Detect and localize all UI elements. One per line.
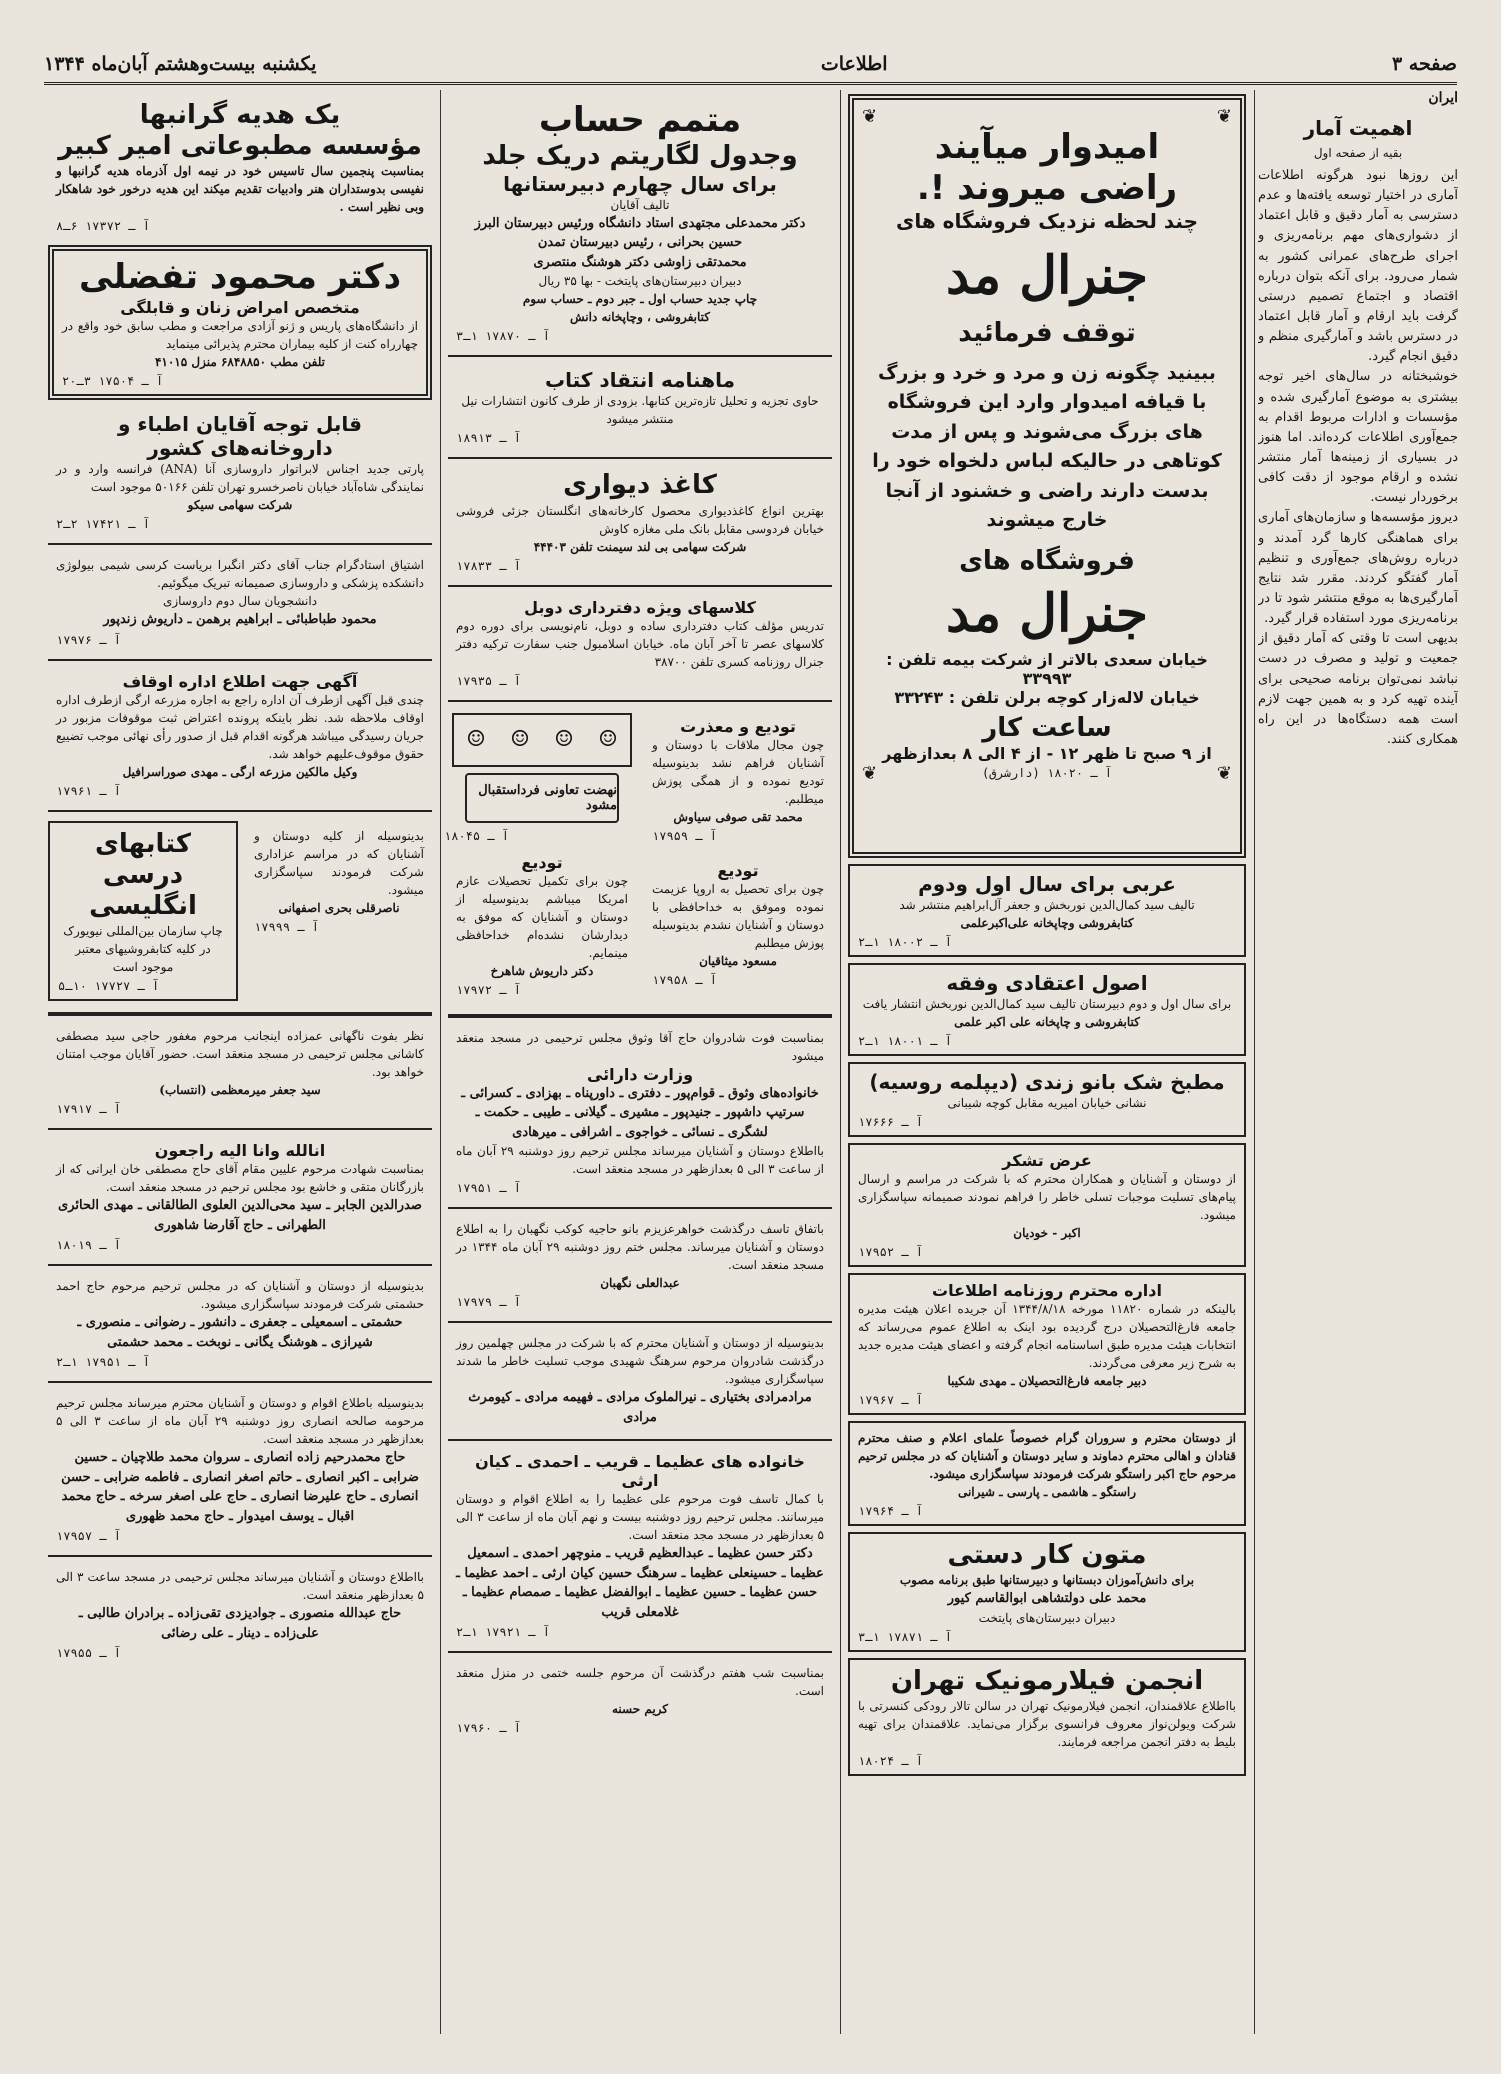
column-four bbox=[44, 90, 436, 2034]
ornament-icon: ❦ bbox=[862, 763, 878, 785]
gm-brand: جنرال مد bbox=[945, 244, 1148, 306]
cooperative-stamp: نهضت تعاونی فرداستقبال مشود bbox=[465, 773, 619, 823]
notice-title: تودیع bbox=[521, 852, 563, 872]
notice-sign: ناصرقلی بحری اصفهانی bbox=[278, 900, 400, 915]
divider bbox=[448, 585, 832, 587]
ad-code: آ ـ ۱۷۹۳۵ bbox=[456, 673, 522, 688]
divider bbox=[48, 810, 432, 812]
ad-text: از دانشگاه‌های پاریس و ژنو آزادی مراجعت و مطب سابق خود واقع در چهارراه کنت از کلیه بیماران محترم پذیرائی مینماید bbox=[62, 319, 418, 352]
notice-text: از دوستان و آشنایان و همکاران محترم که با شرکت در مراسم و ارسال پیام‌های تسلیت موجبات تسلی خاطر را فراهم نمودند صمیمانه سپاسگزاری میشود. bbox=[858, 1172, 1236, 1222]
ad-pub-2: کتابفروشی ، وچاپخانه دانش bbox=[570, 310, 710, 325]
mansouri-notice bbox=[48, 1562, 432, 1666]
person-icon: ☺ bbox=[510, 727, 530, 753]
notice-text: بالینکه در شماره ۱۱۸۲۰ مورخه ۱۳۴۴/۸/۱۸ آن جریده اعلان هیئت مدیره جامعه فارغ‌التحصیلان درج گردیده بود اینک به اطلاع عموم می‌رساند که انتخابات هیئت مدیره طبق اساسنامه انجام گرفته و اعضای هیئت مدیره جدید به شرح زیر معرفی می‌گردند. bbox=[858, 1302, 1236, 1370]
thanks-notice bbox=[848, 1143, 1246, 1267]
ad-phone: تلفن مطب ۶۸۴۸۸۵۰ منزل ۴۱۰۱۵ bbox=[154, 355, 326, 370]
ad-title: مطبخ شک بانو زندی (دیپلمه روسیه) bbox=[869, 1070, 1225, 1094]
ad-code: آ ـ ۱۷۹۵۷ bbox=[56, 1529, 122, 1544]
notice-sign: راستگو ـ هاشمی ـ پارسی ـ شیرانی bbox=[957, 1485, 1137, 1499]
article-paragraph: دیروز مؤسسه‌ها و سازمان‌های آماری برای هماهنگی کارها گرد آمدند و درباره روش‌های جمع‌آوری و تنظیم آمار گفتگو کردند. مقرر شد نتایج آمارگیری‌ها به موقع منتشر شود تا در برنامه‌ریزی مورد استفاده قرار گیرد. bbox=[1258, 510, 1458, 627]
ad-code: آ ـ ۱۸۹۱۳ bbox=[456, 431, 522, 446]
notice-title: تودیع و معذرت bbox=[680, 716, 796, 736]
gm-address-2: خیابان لاله‌زار کوچه برلن تلفن : ۳۳۲۴۳ bbox=[894, 687, 1200, 707]
notice-text: بدینوسیله از دوستان و آشنایان محترم که با شرکت در مجلس چهلمین روز درگذشت شادروان مرحوم سرهنگ شهیدی موجب تسلیت خاطر ما شدند سپاسگزاری میشود. bbox=[456, 1336, 824, 1387]
ad-title: دکتر محمود تفضلی bbox=[78, 257, 402, 298]
ad-code: آ ـ ۱۷۹۵۹ bbox=[652, 828, 718, 843]
gm-hours: از ۹ صبح تا ظهر ۱۲ - از ۴ الی ۸ بعدازظهر bbox=[882, 744, 1212, 764]
karim-notice bbox=[448, 1658, 832, 1741]
gm-stores: فروشگاه های bbox=[959, 545, 1135, 576]
column-rule bbox=[1254, 90, 1255, 2034]
ad-text: بااطلاع علاقمندان، انجمن فیلارمونیک تهران در سالن تالار رودکی کنسرتی با شرکت ویولن‌نواز معروف فرانسوی برگزار می‌نماید. علاقمندان برای تهیه بلیط به دفتر انجمن مراجعه فرمایند. bbox=[858, 1698, 1236, 1749]
notice-sign: سید جعفر میرمعظمی (انتساب) bbox=[159, 1083, 321, 1098]
notice-text: بدینوسیله از دوستان و آشنایان که در مجلس ترحیم مرحوم حاج احمد حشمتی شرکت فرمودند سپاسگزاری میشود. bbox=[56, 1279, 424, 1312]
notice-text: چون برای تکمیل تحصیلات عازم امریکا میباشم بدینوسیله از دوستان و آشنایان که موفق به دیدارشان نشده‌ام خداحافظی مینمایم. bbox=[456, 873, 628, 960]
notice-title: آگهی جهت اطلاع اداره اوقاف bbox=[122, 671, 358, 691]
farewell-col bbox=[444, 707, 640, 1009]
ad-sub: چاپ سازمان بین‌المللی نیویورک bbox=[63, 924, 223, 939]
ad-text-2: دبیران دبیرستان‌های پایتخت bbox=[978, 1610, 1116, 1625]
mahname-ad bbox=[448, 362, 832, 451]
ad-code: آ ـ ۱۷۹۷۹ bbox=[456, 1295, 522, 1310]
gm-headline: امیدوار میآیند bbox=[934, 127, 1160, 167]
ad-code: آ ـ ۱۷۹۶۴ bbox=[858, 1504, 924, 1518]
ad-title: اصول اعتقادی وفقه bbox=[946, 971, 1148, 995]
divider bbox=[48, 1381, 432, 1383]
ad-title: متون کار دستی bbox=[947, 1540, 1147, 1570]
ad-title: متمم حساب bbox=[538, 100, 742, 140]
page-number: صفحه ۳ bbox=[1391, 53, 1457, 75]
ad-code: آ ـ ۱۷۹۱۷ bbox=[56, 1102, 122, 1117]
ad-pub: چاپ جدید حساب اول ـ جبر دوم ـ حساب سوم bbox=[522, 292, 758, 307]
notice-title: عرض تشکر bbox=[1002, 1151, 1092, 1170]
notice-text: نظر بفوت ناگهانی عمزاده اینجانب مرحوم مغفور حاجی سید مصطفی کاشانی مجلس ترحیمی در مسجد منعقد است. حضور آقایان موجب امتنان خواهد بود. bbox=[56, 1029, 424, 1080]
farewell-notice bbox=[448, 847, 636, 1003]
ad-text: بمناسبت پنجمین سال تاسیس خود در نیمه اول آذرماه هدیه گرانبها و نفیسی بدوستداران هنر وادبیات تقدیم میکند این هدیه درخور خود شاهکار وبی نظیر است . bbox=[56, 164, 424, 215]
ornament-icon: ❦ bbox=[1216, 763, 1232, 785]
ad-text: برای دانش‌آموزان دبستانها و دبیرستانها طبق برنامه مصوب bbox=[899, 1573, 1195, 1588]
ad-org: مؤسسه مطبوعاتی امیر کبیر bbox=[58, 131, 422, 162]
english-books-ad bbox=[48, 821, 238, 1002]
divider bbox=[48, 1264, 432, 1266]
notice-names: حاج محمدرحیم زاده انصاری ـ سروان محمد طلاچیان ـ حسین ضرابی ـ اکبر انصاری ـ حاتم اصغر انصاری ـ فاطمه ضرابی ـ حسن انصاری ـ حاج علیرضا انصاری ـ حاج علی اصغر سرخه ـ حاج محمد اقبال ـ یوسف امیدوار ـ حاج محمد ظهوری bbox=[61, 1450, 419, 1524]
ad-text: در کلیه کتابفروشیهای معتبر موجود است bbox=[75, 942, 211, 975]
divider bbox=[48, 543, 432, 545]
column-two bbox=[844, 90, 1250, 2034]
ad-code: آ ـ ۱۸۰۰۱ ۱ـ۲ bbox=[858, 1034, 952, 1048]
notice-names: مرادمرادی بختیاری ـ نیرالملوک مرادی ـ فهیمه مرادی ـ کیومرث مرادی bbox=[468, 1390, 812, 1425]
ansari-notice bbox=[48, 1388, 432, 1549]
osul-book-ad bbox=[848, 963, 1246, 1056]
ad-code: آ ـ ۱۷۹۷۶ bbox=[56, 632, 122, 647]
article-continued: بقیه از صفحه اول bbox=[1313, 146, 1403, 160]
doctor-tafazzoli-ad bbox=[48, 245, 432, 400]
notice-names: دکتر حسن عظیما ـ عبدالعظیم قریب ـ منوچهر احمدی ـ اسمعیل عظیما ـ حسینعلی عظیما ـ سرهنگ حسین کیان ارثی ـ احمد عظیما ـ حسن عظیما ـ حسین عظیما ـ ابوالفضل عظیما ـ صمصام عظیما ـ غلامعلی قریب bbox=[456, 1546, 824, 1620]
ad-title-3: برای سال چهارم دبیرستانها bbox=[503, 171, 777, 196]
ad-company: شرکت سهامی سیکو bbox=[187, 498, 293, 513]
ad-code: آ ـ ۱۸۰۴۵ bbox=[444, 828, 510, 843]
gm-body: ببینید چگونه زن و مرد و خرد و بزرگ با قیافه امیدوار وارد این فروشگاه های بزرگ می‌شوند و پس از مدت کوتاهی در حالیکه لباس دلخواه خود را بدست دارند راضی و خشنود از آنجا خارج میشوند bbox=[872, 361, 1222, 532]
wallpaper-ad bbox=[448, 464, 832, 578]
divider bbox=[448, 355, 832, 357]
notice-sign: کریم حسنه bbox=[611, 1702, 668, 1717]
column-three bbox=[444, 90, 836, 2034]
notice-sign: دانشجویان سال دوم داروسازی bbox=[162, 594, 318, 609]
ad-text: نشانی خیابان امیریه مقابل کوچه‌ شیبانی bbox=[947, 1096, 1147, 1110]
ad-authors: محمد علی دولتشاهی ابوالقاسم کیور bbox=[947, 1591, 1147, 1607]
ad-code: آ ـ ۱۷۴۲۱ ۲ـ۲ bbox=[56, 517, 150, 532]
ad-code: آ ـ ۱۷۸۳۳ bbox=[456, 558, 522, 573]
notice-text: بدینوسیله از کلیه دوستان و آشنایان که در مراسم عزاداری شرکت فرمودند سپاسگزاری میشود. bbox=[254, 828, 424, 897]
motamem-ad bbox=[448, 94, 832, 349]
arabic-book-ad bbox=[848, 864, 1246, 957]
idare-notice bbox=[848, 1273, 1246, 1415]
notice-title: انالله وانا الیه راجعون bbox=[154, 1141, 326, 1161]
notice-names: حشمتی ـ اسمعیلی ـ جعفری ـ دانشور ـ رضوانی ـ منصوری ـ شیرازی ـ هوشنگ یگانی ـ نوبخت ـ محمد حشمتی bbox=[77, 1315, 403, 1350]
elahi-notice bbox=[48, 1135, 432, 1258]
ornament-row bbox=[862, 763, 1232, 784]
ad-code: آ ـ ۱۷۹۵۲ bbox=[858, 1245, 924, 1259]
farewell-notice bbox=[644, 711, 832, 849]
person-icon: ☺ bbox=[554, 727, 574, 753]
notice-title: وزارت دارائی bbox=[586, 1064, 694, 1084]
congrats-notice bbox=[48, 550, 432, 653]
notice-sign: دکتر داریوش شاهرخ bbox=[490, 963, 594, 978]
divider bbox=[48, 1012, 432, 1016]
notice-names: محمود طباطبائی ـ ابراهیم برهمن ـ داریوش زندپور bbox=[103, 612, 377, 628]
person-icon: ☺ bbox=[466, 727, 486, 753]
issue-date: یکشنبه بیست‌وهشتم آبان‌ماه ۱۳۴۴ bbox=[44, 53, 317, 75]
oghaf-notice bbox=[48, 666, 432, 804]
gm-brand-2: جنرال مد bbox=[945, 582, 1148, 644]
notice-names: حاج عبدالله منصوری ـ جوادیزدی تقی‌زاده ـ برادران طالبی ـ علی‌زاده ـ دینار ـ علی رضائی bbox=[78, 1606, 402, 1641]
notice-title: تودیع bbox=[717, 860, 759, 880]
mostafa-notice bbox=[48, 1021, 432, 1122]
article-column bbox=[1258, 90, 1458, 2034]
ad-text: تدریس مؤلف کتاب دفترداری ساده و دوبل، نام‌نویسی برای دوره دوم کلاسهای عصر تا آخر آبان ماه. خیابان اسلامبول جنب سفارت ترکیه دفتر جنرال روزنامه کسری تلفن ۳۸۷۰۰ bbox=[456, 618, 824, 669]
notice-sign: وکیل مالکین مزرعه ارگی ـ مهدی صوراسرافیل bbox=[122, 764, 358, 779]
notice-sign: دبیر جامعه فارغ‌التحصیلان ـ مهدی شکیبا bbox=[947, 1374, 1147, 1388]
ministry-notice bbox=[448, 1023, 832, 1202]
column-rule bbox=[840, 90, 841, 2034]
divider bbox=[48, 1555, 432, 1557]
ad-code: آ ـ ۱۷۸۷۱ ۱ـ۳ bbox=[858, 1629, 952, 1644]
bakhtiari-notice bbox=[448, 1328, 832, 1433]
ad-code: آ ـ ۱۸۰۱۹ bbox=[56, 1238, 122, 1253]
split-row bbox=[44, 817, 436, 1008]
notice-text: باتفاق تاسف درگذشت خواهرعزیزم بانو حاجیه کوکب نگهبان را به اطلاع دوستان و آشنایان میرساند. مجلس ختم روز دوشنبه ۲۹ آبان ماه ۱۳۴۴ در مسجد منعقد است. bbox=[456, 1222, 824, 1273]
ad-code: آ ـ ۱۷۳۷۲ ۶ـ۸ bbox=[56, 219, 150, 234]
farewell-row bbox=[444, 707, 836, 1009]
ad-code: آ ـ ۱۷۹۹۹ bbox=[254, 919, 320, 934]
ad-publisher: کتابفروشی وچاپخانه علی‌اکبرعلمی bbox=[960, 916, 1134, 930]
notice-sign: محمد تقی صوفی سیاوش bbox=[673, 809, 803, 824]
divider bbox=[48, 659, 432, 661]
notice-families: خانواده‌های وثوق ـ قوام‌پور ـ دفتری ـ داورپناه ـ بهزادی ـ کسرائی ـ سرتیپ داشپور ـ جنیدپور ـ مشیری ـ گیلانی ـ طیبی ـ حکمت ـ لشگری ـ نسائی ـ خواجوی ـ اشرافی ـ میرهادی bbox=[461, 1085, 819, 1140]
ad-code: آ ـ ۱۷۸۷۰ ۱ـ۳ bbox=[456, 329, 550, 344]
farewell-notice bbox=[644, 855, 832, 993]
ornament-icon: ❦ bbox=[1216, 106, 1232, 127]
general-mode-ad bbox=[848, 94, 1246, 858]
notice-sign: مسعود میثاقیان bbox=[699, 953, 777, 968]
gm-headline-2: راضی میروند !. bbox=[916, 167, 1178, 208]
ad-title: کتابهای درسی انگلیسی bbox=[89, 828, 197, 922]
ad-title: یک هدیه گرانبها bbox=[139, 100, 341, 130]
notice-text: بااطلاع دوستان و آشنایان میرساند مجلس ترحیم روز دوشنبه ۲۹ آبان ماه از ساعت ۳ الی ۵ بعدازظهر در مسجد منعقد است. bbox=[456, 1144, 824, 1177]
ad-text: تالیف سید کمال‌الدین نوربخش و جعفر آل‌ابراهیم منتشر شد bbox=[899, 898, 1195, 912]
cooperative-illustration bbox=[452, 713, 632, 767]
divider bbox=[448, 700, 832, 702]
notice-names: صدرالدین الجابر ـ سید محی‌الدین العلوی الطالقانی ـ مهدی الحائری الطهرانی ـ حاج آقارضا شاهوری bbox=[58, 1198, 422, 1233]
notice-text: چندی قبل آگهی ازطرف آن اداره راجع به اجاره مزرعه ارگی ازطرف اداره اوقاف ملاحظه شد. نظر باینکه پرونده اعتراض ثبت موقوفات مزبور در جریان رسیدگی میباشد هرگونه اقدام قبل از صدور رأی نهائی موجب تضییع حقوق موقوف‌علیهم خواهد شد. bbox=[56, 692, 424, 761]
ad-title: کلاسهای ویژه دفترداری دوبل bbox=[524, 597, 756, 617]
ad-code: آ ـ ۱۷۹۷۲ bbox=[456, 982, 522, 997]
matbakh-ad bbox=[848, 1062, 1246, 1137]
ad-company: شرکت سهامی بی لند سیمنت تلفن ۴۴۴۰۳ bbox=[533, 539, 747, 554]
notice-text: چون برای تحصیل به اروپا عزیمت نموده وموفق به خداحافظی با دوستان و آشنایان نشدم بدینوسیله پوزش میطلبم bbox=[652, 881, 824, 950]
ad-title-2: وجدول لگاریتم دریک جلد bbox=[482, 140, 798, 171]
article-title: اهمیت آمار bbox=[1303, 116, 1413, 140]
notice-intro: بمناسبت فوت شادروان حاج آقا وثوق مجلس ترحیمی در مسجد منعقد میشود bbox=[456, 1030, 824, 1063]
amir-kabir-ad bbox=[48, 94, 432, 239]
pharmacy-ad bbox=[48, 406, 432, 537]
divider bbox=[448, 1014, 832, 1018]
article-paragraph: بدیهی است تا وقتی که آمار دقیق از جمعیت و تولید و مصرف در دست نباشد نمی‌توان برنامه صحیحی برای آینده تهیه کرد و به همین جهت لازم است همه دستگاه‌ها در این راه همکاری کنند. bbox=[1258, 631, 1458, 747]
ad-code: آ ـ ۱۷۹۶۱ bbox=[56, 783, 122, 798]
divider bbox=[448, 1439, 832, 1441]
ornament-row bbox=[862, 106, 1232, 127]
thanks-notice bbox=[246, 821, 432, 1002]
notice-text: اشتیاق استادگرام جناب آقای دکتر انگبرا بریاست کرسی شیمی بیولوژی دانشکده پزشکی و داروسازی صمیمانه تبریک میگوئیم. bbox=[56, 558, 424, 591]
ad-title: ماهنامه انتقاد کتاب bbox=[545, 368, 735, 393]
masthead bbox=[44, 46, 1457, 85]
gm-hours-label: ساعت کار bbox=[982, 712, 1112, 743]
ad-title: قابل توجه آقایان اطباء و داروخانه‌های کشور bbox=[118, 412, 362, 461]
ad-code: آ ـ ۱۷۹۵۵ bbox=[56, 1646, 122, 1661]
ad-title: کاغذ دیواری bbox=[563, 470, 717, 501]
notice-text: از دوستان محترم و سروران گرام خصوصاً علمای اعلام و صنف محترم قنادان و اهالی محترم دماوند و سایر دوستان و آشنایان که در مجلس ترحیم مرحوم حاج اکبر راستگو شرکت فرمودند سپاسگزاری میشود. bbox=[858, 1431, 1236, 1481]
ad-note: دبیران دبیرستان‌های پایتخت - بها ۳۵ ریال bbox=[538, 274, 742, 289]
notice-title: اداره محترم روزنامه اطلاعات bbox=[932, 1281, 1162, 1300]
ad-text: حاوی تجزیه و تحلیل تازه‌ترین کتابها. بزودی از طرف کانون انتشارات نیل منتشر میشود bbox=[461, 394, 819, 427]
newspaper-name: اطلاعات bbox=[820, 53, 888, 75]
ad-code: آ ـ ۱۷۹۲۱ ۱ـ۲ bbox=[456, 1625, 550, 1640]
ad-code: آ ـ ۱۷۷۲۷ ۱۰ـ۵ bbox=[58, 979, 160, 994]
divider bbox=[48, 1128, 432, 1130]
divider bbox=[448, 1207, 832, 1209]
farewell-col bbox=[640, 707, 836, 1009]
ad-spec: متخصص امراض زنان و قابلگی bbox=[120, 298, 360, 318]
ad-authors-label: تالیف آقایان bbox=[610, 197, 670, 212]
article-paragraph: خوشبختانه در سال‌های اخیر توجه بیشتری به موضوع آمارگیری شده و مؤسسات و ادارات مربوط اقدام به جمع‌آوری اطلاعات کرده‌اند. اما هنوز در بسیاری از زمینه‌ها آمار منتشر نشده و ارقام موجود از دقت کافی برخوردار نیست. bbox=[1258, 369, 1458, 506]
person-icon: ☺ bbox=[598, 727, 618, 753]
notice-text: چون مجال ملاقات با دوستان و آشنایان فراهم نشد بدینوسیله تودیع نموده و از همگی پوزش میطلبم. bbox=[652, 737, 824, 806]
ad-authors: دکتر محمدعلی مجتهدی استاد دانشگاه ورئیس دبیرستان البرز حسین بحرانی ، رئیس دبیرستان تمدن محمدتقی زاوشی دکتر هوشنگ منتصری bbox=[474, 215, 806, 270]
ad-publisher: کتابفروشی و چاپخانه علی اکبر علمی bbox=[954, 1015, 1140, 1029]
notice-title: خانواده های عظیما ـ قریب ـ احمدی ـ کیان ارثی bbox=[475, 1452, 805, 1491]
ad-code: آ ـ ۱۷۹۶۷ bbox=[858, 1393, 924, 1407]
column-rule bbox=[440, 90, 441, 2034]
condolence-notice bbox=[448, 1214, 832, 1315]
notice-text: بمناسبت شب هفتم درگذشت آن مرحوم جلسه ختمی در منزل منعقد است. bbox=[456, 1666, 824, 1699]
ad-code: آ ـ ۱۸۰۰۲ ۱ـ۲ bbox=[858, 935, 952, 949]
gm-stop: توقف فرمائید bbox=[958, 317, 1136, 348]
notice-sign: عبدالعلی نگهبان bbox=[600, 1276, 680, 1291]
heshmati-notice bbox=[48, 1271, 432, 1375]
gm-address-1: خیابان سعدی بالاتر از شرکت بیمه تلفن : ۳۳۹۹۳ bbox=[886, 649, 1208, 688]
ad-code: آ ـ ۱۸۰۲۴ bbox=[858, 1753, 924, 1768]
azima-notice bbox=[448, 1446, 832, 1645]
article-paragraph: این روزها نبود هرگونه اطلاعات آماری در اختیار توسعه یافته‌ها و عدم دسترسی به آمار دقیق و قابل اعتماد از دشواری‌های مهم برنامه‌ریزی و اجرای طرح‌های عمرانی کشور به شمار می‌رود. برای آنکه بتوان درباره اقتصاد و اجتماع تصمیم درستی گرفت باید ارقام و آمار قابل اعتماد در دسترس باشد و آمارگیری منظم و دقیق انجام گیرد. bbox=[1258, 168, 1458, 365]
notice-text: با کمال تاسف فوت مرحوم علی عظیما را به اطلاع اقوام و دوستان میرسانند. مجلس ترحیم روز دوشنبه بیست و نهم آبان ماه از ساعت ۳ الی ۵ بعدازظهر در مسجد مجد منعقد است. bbox=[456, 1492, 825, 1543]
section-label: ایران bbox=[1428, 90, 1458, 106]
notice-text: بدینوسیله باطلاع اقوام و دوستان و آشنایان محترم میرساند مجلس ترحیم مرحومه صالحه انصاری روز دوشنبه ۲۹ آبان ماه از ساعت ۳ الی ۵ بعدازظهر در مسجد منعقد است. bbox=[56, 1396, 424, 1447]
divider bbox=[448, 1321, 832, 1323]
philharmonic-ad bbox=[848, 1658, 1246, 1776]
notice-text: بااطلاع دوستان و آشنایان میرساند مجلس ترحیمی در مسجد ساعت ۳ الی ۵ بعدازظهر منعقد است. bbox=[56, 1570, 424, 1603]
gm-subline: چند لحظه نزدیک فروشگاه های bbox=[895, 208, 1198, 233]
ad-code: آ ـ ۱۷۹۶۰ bbox=[456, 1721, 522, 1736]
divider bbox=[448, 457, 832, 459]
ad-code: آ ـ ۱۷۹۵۱ bbox=[456, 1181, 522, 1196]
ad-code: آ ـ ۱۷۹۵۱ ۱ـ۲ bbox=[56, 1355, 150, 1370]
notice-sign: اکبر - خودیان bbox=[1013, 1226, 1081, 1240]
handicraft-book-ad bbox=[848, 1532, 1246, 1652]
divider bbox=[448, 1651, 832, 1653]
rastgoo-notice bbox=[848, 1421, 1246, 1526]
ad-text: بهترین انواع کاغذدیواری محصول کارخانه‌های انگلستان جزئی فروشی خیابان فردوسی مقابل بانک ملی مغازه کاوش bbox=[456, 503, 824, 536]
ad-text: برای سال اول و دوم دبیرستان تالیف سید کمال‌الدین نوربخش انتشار یافت bbox=[862, 997, 1232, 1011]
ad-code: آ ـ ۱۷۵۰۴ ۳ـ۲۰ bbox=[62, 374, 164, 389]
ad-code: آ ـ ۱۷۹۵۸ bbox=[652, 972, 718, 987]
ornament-icon: ❦ bbox=[862, 106, 878, 127]
ad-code: آ ـ ۱۷۶۶۶ bbox=[858, 1115, 924, 1129]
ad-title: انجمن فیلارمونیک تهران bbox=[890, 1665, 1204, 1696]
ad-title: عربی برای سال اول ودوم bbox=[918, 872, 1176, 896]
notice-text: بمناسبت شهادت مرحوم علیین مقام آقای حاج مصطفی خان ایرانی که از بازرگانان متقی و خاشع بود مجلس ترحیم در مسجد منعقد است. bbox=[56, 1162, 424, 1195]
ad-code: آ ـ ۱۸۰۲۰ (دارشرق) bbox=[981, 766, 1113, 781]
accounting-class-ad bbox=[448, 592, 832, 694]
ad-text: پارتی جدید اجناس لابراتوار داروسازی آنا (ANA) فرانسه وارد و در نمایندگی شاه‌آباد خیابان ناصرخسرو تهران تلفن ۵۰۱۶۶ موجود است bbox=[56, 462, 425, 495]
